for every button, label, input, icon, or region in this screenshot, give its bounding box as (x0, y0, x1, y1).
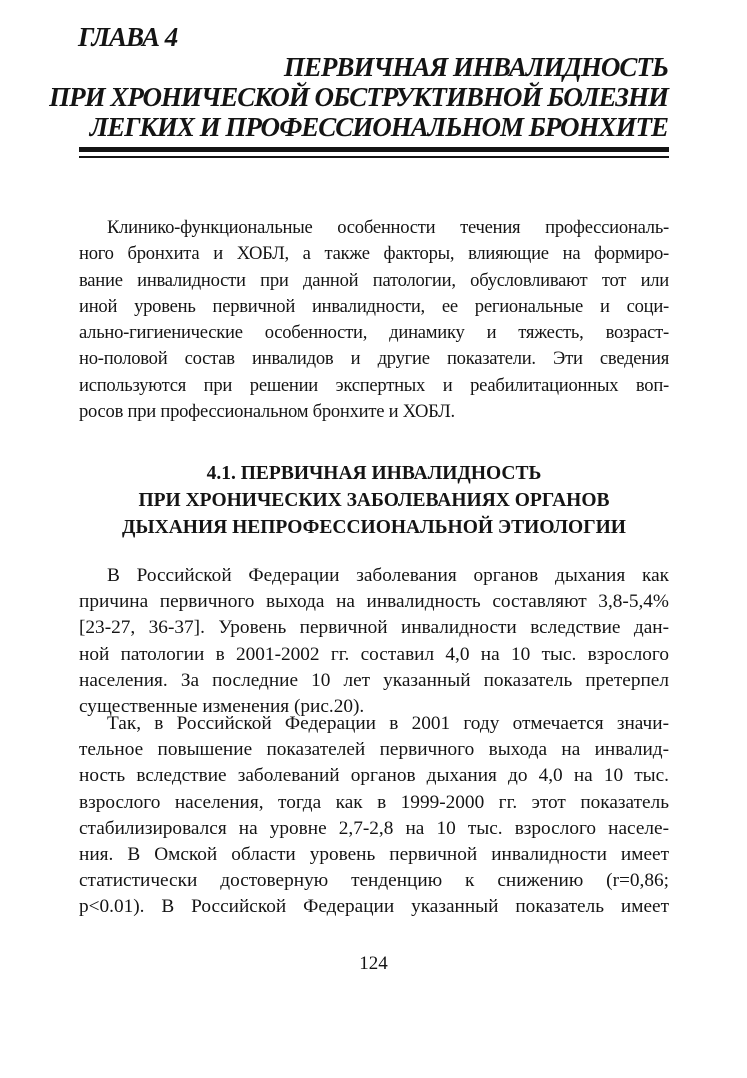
text-line: росов при профессиональном бронхите и ХОБЛ. (79, 401, 455, 423)
intro-paragraph (79, 215, 669, 425)
text-line: причина первичного выхода на инвалидность составляют 3,8-5,4% (79, 591, 669, 613)
chapter-label: ГЛАВА 4 (78, 22, 178, 52)
text-line: вание инвалидности при данной патологии, обусловливают тот или (79, 269, 669, 291)
text-line: иной уровень первичной инвалидности, ее региональные и соци- (79, 295, 669, 317)
text-line: тельное повышение показателей первичного выхода на инвалид- (79, 739, 669, 761)
text-line: ность вследствие заболеваний органов дыхания до 4,0 на 10 тыс. (79, 765, 669, 787)
text-line: Так, в Российской Федерации в 2001 году отмечается значи- (107, 713, 669, 734)
chapter-title-line: ПЕРВИЧНАЯ ИНВАЛИДНОСТЬ (283, 52, 668, 82)
text-line: В Российской Федерации заболевания органов дыхания как (107, 565, 669, 586)
section-heading-line: ПРИ ХРОНИЧЕСКИХ ЗАБОЛЕВАНИЯХ ОРГАНОВ (138, 490, 610, 511)
text-line: Клинико-функциональные особенности течения профессиональ- (107, 217, 669, 238)
chapter-title (49, 52, 668, 142)
text-line: ально-гигиенические особенности, динамику и тяжесть, возраст- (79, 322, 669, 344)
text-line: p<0.01). В Российской Федерации указанный показатель имеет (79, 896, 669, 918)
text-line: ного бронхита и ХОБЛ, а также факторы, влияющие на формиро- (79, 243, 669, 265)
text-line: стабилизировался на уровне 2,7-2,8 на 10 тыс. взрослого населе- (79, 817, 669, 839)
text-line: населения. За последние 10 лет указанный показатель претерпел (79, 669, 669, 691)
body-paragraph-1 (79, 563, 669, 720)
text-line: статистически достоверную тенденцию к снижению (r=0,86; (79, 870, 669, 892)
text-line: ния. В Омской области уровень первичной инвалидности имеет (79, 844, 669, 866)
text-line: но-половой состав инвалидов и другие показатели. Эти сведения (79, 348, 669, 370)
text-line: существенные изменения (рис.20). (79, 696, 365, 718)
text-line: ной патологии в 2001-2002 гг. составил 4,0 на 10 тыс. взрослого (79, 643, 669, 665)
section-heading-line: ДЫХАНИЯ НЕПРОФЕССИОНАЛЬНОЙ ЭТИОЛОГИИ (122, 517, 626, 538)
text-line: взрослого населения, тогда как в 1999-2000 гг. этот показатель (79, 791, 669, 813)
page-number: 124 (359, 953, 388, 974)
body-paragraph-2 (79, 711, 669, 921)
title-divider-thin (79, 156, 669, 158)
chapter-title-line: ЛЕГКИХ И ПРОФЕССИОНАЛЬНОМ БРОНХИТЕ (89, 112, 668, 142)
title-divider-thick (79, 147, 669, 152)
text-line: [23-27, 36-37]. Уровень первичной инвалидности вследствие дан- (79, 617, 669, 639)
chapter-title-line: ПРИ ХРОНИЧЕСКОЙ ОБСТРУКТИВНОЙ БОЛЕЗНИ (49, 82, 668, 112)
text-line: используются при решении экспертных и реабилитационных воп- (79, 374, 669, 396)
section-heading-line: 4.1. ПЕРВИЧНАЯ ИНВАЛИДНОСТЬ (206, 463, 542, 484)
section-heading (79, 460, 669, 541)
